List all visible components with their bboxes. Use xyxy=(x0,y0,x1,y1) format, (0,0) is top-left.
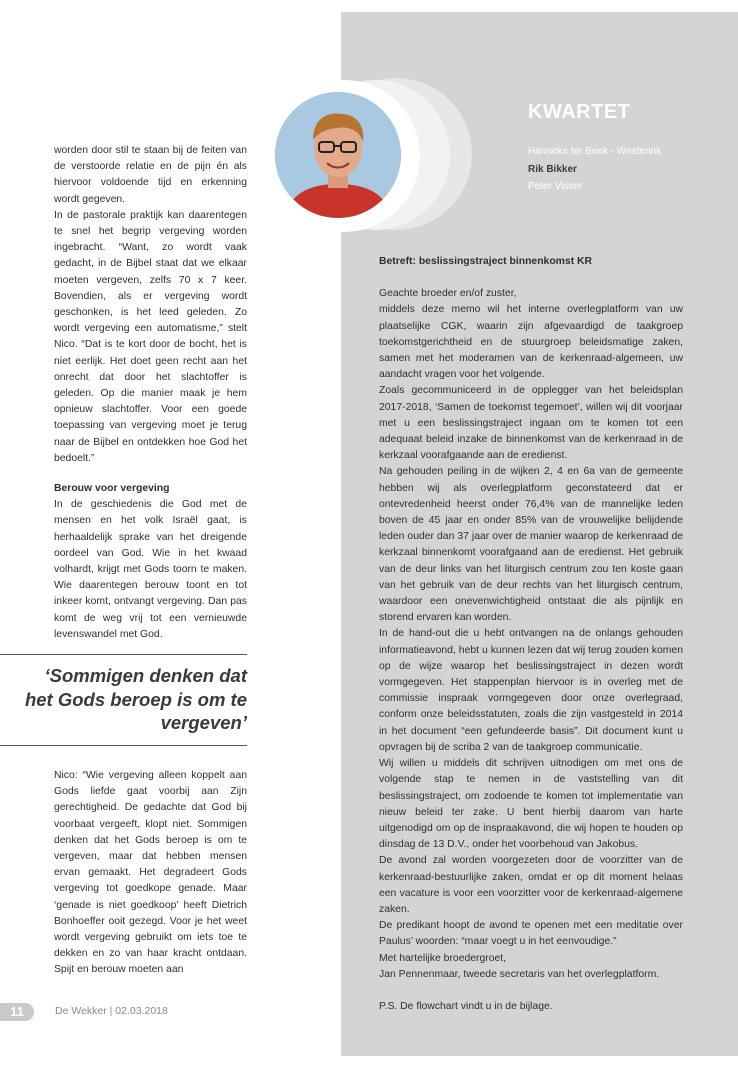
memo-paragraph: De predikant hoopt de avond te openen met een meditatie over Paulus’ woorden: “maar voegt u in het eenvoudige.” xyxy=(379,920,683,948)
article-text-bottom xyxy=(54,768,247,979)
memo-salutation: Geachte broeder en/of zuster, xyxy=(379,288,517,300)
paragraph: worden door stil te staan bij de feiten van de verstoorde relatie en de pijn én als hiervoor voldoende tijd en erkenning wordt gegeven. xyxy=(54,145,247,205)
memo-postscript: P.S. De flowchart vindt u in de bijlage. xyxy=(379,1000,553,1012)
memo-letter xyxy=(379,254,683,1015)
memo-paragraph: Wij willen u middels dit schrijven uitnodigen om met ons de volgende stap te nemen in de vaststelling van dit beslissingstraject, om zodoende te komen tot implementatie van nieuw beleid ter zake. U bent hierbij daarom van harte uitgenodigd om op de inspraakavond, die wij hopen te houden op dinsdag de 13 D.V., onder het voorbehoud van Jakobus. xyxy=(379,758,683,851)
paragraph: Nico: “Wie vergeving alleen koppelt aan Gods liefde gaat voorbij aan Zijn gerechtigheid. De gedachte dat God bij voorbaat vergeeft, klopt niet. Sommigen denken dat het Gods beroep is om te vergeven, maar dat hebben mensen ervan gemaakt. Het degradeert Gods vergeving tot goedkope genade. Maar ‘genade is niet goedkoop’ heeft Dietrich Bonhoeffer ooit gezegd. Voor je het weet wordt vergeving gebruikt om iets toe te dekken en zo van haar kracht ontdaan. Spijt en berouw moeten aan xyxy=(54,770,247,976)
memo-paragraph: Zoals gecommuniceerd in de opplegger van het beleidsplan 2017-2018, ‘Samen de toekomst tegemoet’, willen wij dit voorjaar met u een beslissingstraject ingaan om te komen tot een adequaat beleid inzake de binnenkomst van de kerkenraad in de kerkzaal voorafgaande aan de eredienst. xyxy=(379,385,683,462)
memo-closing: Met hartelijke broedergroet, xyxy=(379,952,507,964)
article-section xyxy=(54,481,247,643)
page-number: 11 xyxy=(0,1003,34,1021)
author-name-active: Rik Bikker xyxy=(528,164,577,175)
author-name: Peter Visser xyxy=(528,181,583,192)
pull-quote: ‘Sommigen denken dat het Gods beroep is om te vergeven’ xyxy=(24,665,247,733)
paragraph: In de geschiedenis die God met de mensen en het volk Israël gaat, is herhaaldelijk sprake van het dreigende oordeel van God. Wie in het kwaad volhardt, krijgt met Gods toorn te maken. Wie daarentegen berouw toont en tot inkeer komt, ontvangt vergeving. Dan pas komt de weg vrij tot een vernieuwde levenswandel met God. xyxy=(54,499,247,640)
footer: De Wekker | 02.03.2018 xyxy=(55,1005,168,1017)
memo-paragraph: In de hand-out die u hebt ontvangen na de onlangs gehouden informatieavond, hebt u kunnen lezen dat wij terug zouden komen op de wijze waarop het beslissingstraject in dezen wordt vormgegeven. Het stappenplan hiervoor is in overleg met de commissie inspraak vormgegeven door onze overlegraad, conform onze beleidsstatuten, zoals die zijn vastgesteld in 2014 in het document “een gefundeerde basis”. Dit document kunt u opvragen bij de scriba 2 van de taakgroep communicatie. xyxy=(379,628,683,753)
column-title: KWARTET xyxy=(528,101,631,123)
memo-paragraph: middels deze memo wil het interne overlegplatform van uw plaatselijke CGK, waarin zijn afgevaardigd de taakgroep toekomstgerichtheid en de stuurgroep beleidsmatige zaken, samen met het moderamen van de kerkenraad-algemeen, uw aandacht vragen voor het volgende. xyxy=(379,304,683,381)
divider xyxy=(0,654,247,655)
memo-paragraph: De avond zal worden voorgezeten door de voorzitter van de kerkenraad-bestuurlijke zaken, omdat er op dit moment helaas een vacature is voor een voorzitter voor de kerkenraad-algemene zaken. xyxy=(379,855,683,915)
author-photo xyxy=(275,92,401,218)
memo-paragraph: Na gehouden peiling in de wijken 2, 4 en 6a van de gemeente hebben wij als overlegplatform geconstateerd dat er ontevredenheid heerst onder 76,4% van de mannelijke leden boven de 45 jaar en onder 85% van de vrouwelijke belijdende leden ouder dan 37 jaar over de manier waarop de kerkenraad de kerkzaal binnenkomt voorafgaand aan de eredienst. Het gebruik van de deur links van het liturgisch centrum zou ten koste gaan van het gebruik van de deur rechts van het liturgisch centrum, waardoor een onevenwichtigheid ontstaat die als pijnlijk en storend ervaren kan worden. xyxy=(379,466,683,624)
author-name: Hanneke ter Beek - Westerink xyxy=(528,146,662,157)
paragraph: In de pastorale praktijk kan daarentegen te snel het begrip vergeving worden ingebracht. “Want, zo wordt vaak gedacht, in de Bijbel staat dat we elkaar moeten vergeven, zelfs 70 x 7 keer. Bovendien, als er vergeving wordt geschonken, is het leed geleden. Zo wordt vergeving een automatisme,” stelt Nico. “Dat is te kort door de bocht, het is niet eerlijk. Het doet geen recht aan het onrecht dat door het slachtoffer is geleden. Op die manier maak je hem opnieuw slachtoffer. Voor een goede toepassing van vergeving moet je terug naar de Bijbel en ontdekken hoe God het bedoelt.” xyxy=(54,209,247,464)
divider xyxy=(0,745,247,746)
section-heading: Berouw voor vergeving xyxy=(54,483,170,494)
memo-subject: Betreft: beslissingstraject binnenkomst KR xyxy=(379,256,593,267)
article-text-top xyxy=(54,143,247,467)
memo-signature: Jan Pennenmaar, tweede secretaris van het overlegplatform. xyxy=(379,968,660,980)
